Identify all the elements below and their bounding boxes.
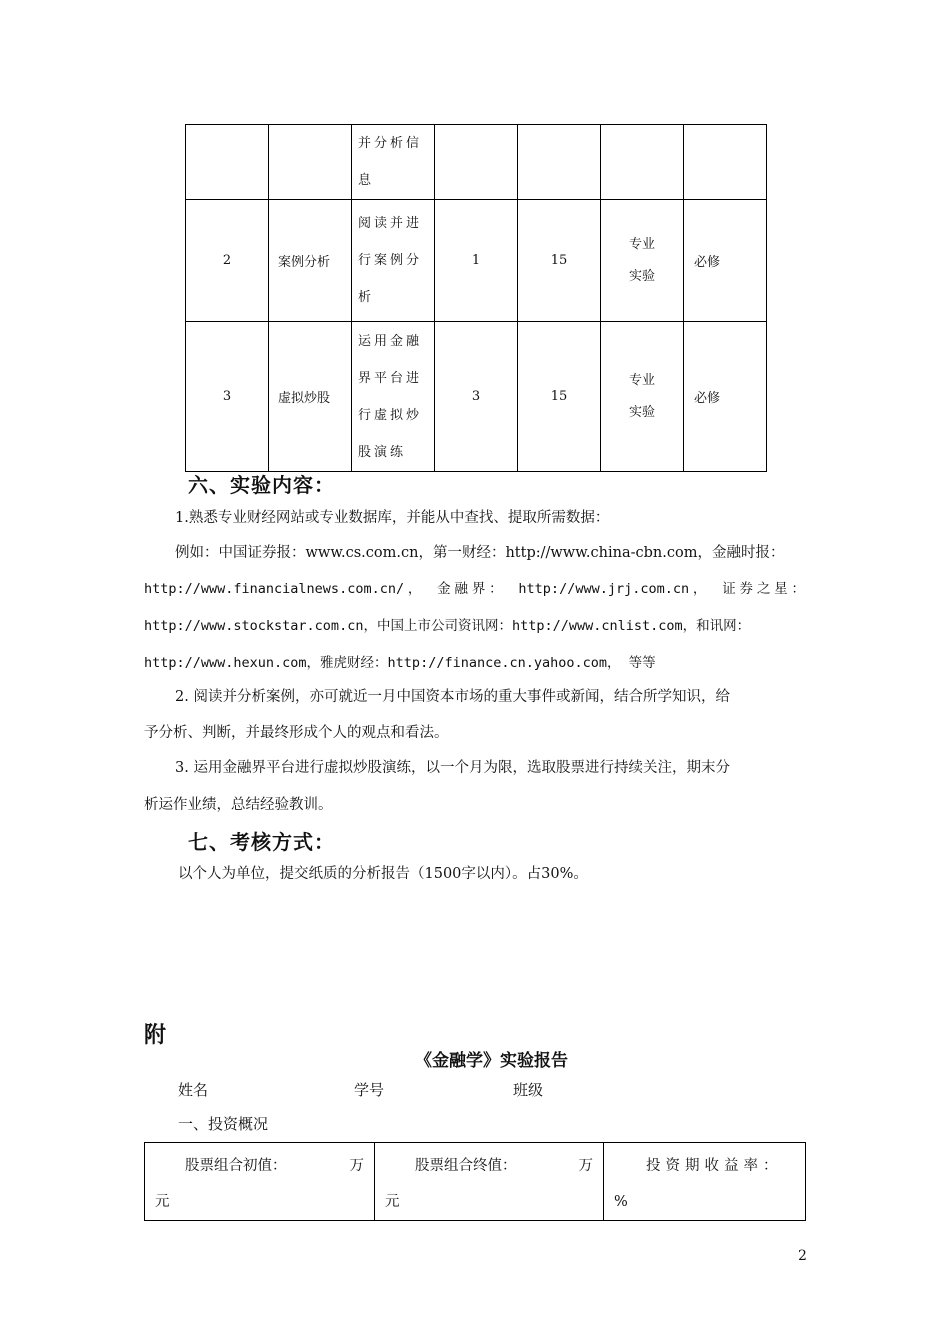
cell-no bbox=[186, 125, 269, 200]
cell-hours: 1 bbox=[435, 200, 518, 322]
cell-students: 15 bbox=[518, 200, 601, 322]
initial-value-cell: 股票组合初值： 万 元 bbox=[145, 1143, 375, 1221]
investment-table bbox=[144, 1142, 806, 1221]
section7-heading: 七、考核方式： bbox=[188, 830, 335, 854]
cell-no: 2 bbox=[186, 200, 269, 322]
cell-name bbox=[269, 125, 352, 200]
final-value-cell: 股票组合终值： 万 元 bbox=[375, 1143, 604, 1221]
page-number: 2 bbox=[798, 1248, 807, 1264]
cell-students bbox=[518, 125, 601, 200]
table-row bbox=[186, 200, 767, 322]
section6-item3-line2: 析运作业绩，总结经验教训。 bbox=[144, 797, 333, 813]
cell-name: 案例分析 bbox=[269, 200, 352, 322]
section7-text: 以个人为单位，提交纸质的分析报告（1500字以内）。占30%。 bbox=[178, 866, 588, 882]
return-rate-cell: 投资期收益率： % bbox=[604, 1143, 806, 1221]
section6-item2-line1: 2. 阅读并分析案例，亦可就近一月中国资本市场的重大事件或新闻，结合所学知识，给 bbox=[175, 689, 730, 705]
section6-heading: 六、实验内容： bbox=[188, 473, 335, 497]
table-row bbox=[186, 322, 767, 472]
cell-no: 3 bbox=[186, 322, 269, 472]
table-row bbox=[145, 1143, 806, 1221]
cell-content: 并分析信 息 bbox=[352, 125, 435, 200]
cell-type bbox=[601, 125, 684, 200]
section6-item3-line1: 3. 运用金融界平台进行虚拟炒股演练，以一个月为限，选取股票进行持续关注，期末分 bbox=[175, 760, 730, 776]
section6-example-line3: http://www.stockstar.com.cn，中国上市公司资讯网：http://www.cnlist.com，和讯网： bbox=[144, 618, 751, 634]
cell-req: 必修 bbox=[684, 200, 767, 322]
table-row bbox=[186, 125, 767, 200]
subsection-title: 一、投资概况 bbox=[178, 1115, 269, 1133]
section6-example-line4: http://www.hexun.com，雅虎财经：http://finance.cn.yahoo.com， 等等 bbox=[144, 655, 656, 671]
id-label: 学号 bbox=[354, 1081, 385, 1099]
section6-item2-line2: 予分析、判断，并最终形成个人的观点和看法。 bbox=[144, 725, 449, 741]
cell-type: 专业 实验 bbox=[601, 200, 684, 322]
cell-hours bbox=[435, 125, 518, 200]
cell-name: 虚拟炒股 bbox=[269, 322, 352, 472]
class-label: 班级 bbox=[513, 1081, 544, 1099]
name-label: 姓名 bbox=[178, 1081, 209, 1099]
appendix-label: 附 bbox=[144, 1022, 167, 1048]
cell-type: 专业 实验 bbox=[601, 322, 684, 472]
cell-hours: 3 bbox=[435, 322, 518, 472]
cell-req bbox=[684, 125, 767, 200]
experiment-table bbox=[185, 124, 767, 472]
report-title: 《金融学》实验报告 bbox=[415, 1051, 568, 1071]
section6-item1: 1.熟悉专业财经网站或专业数据库，并能从中查找、提取所需数据： bbox=[175, 510, 610, 526]
section6-example-line2: http://www.financialnews.com.cn/， 金融界： http://www.jrj.com.cn， 证券之星： bbox=[144, 581, 805, 597]
cell-content: 阅读并进 行案例分 析 bbox=[352, 200, 435, 322]
cell-students: 15 bbox=[518, 322, 601, 472]
cell-content: 运用金融 界平台进 行虚拟炒 股演练 bbox=[352, 322, 435, 472]
cell-req: 必修 bbox=[684, 322, 767, 472]
section6-example-line1: 例如：中国证券报：www.cs.com.cn，第一财经：http://www.china-cbn.com，金融时报： bbox=[175, 545, 785, 561]
